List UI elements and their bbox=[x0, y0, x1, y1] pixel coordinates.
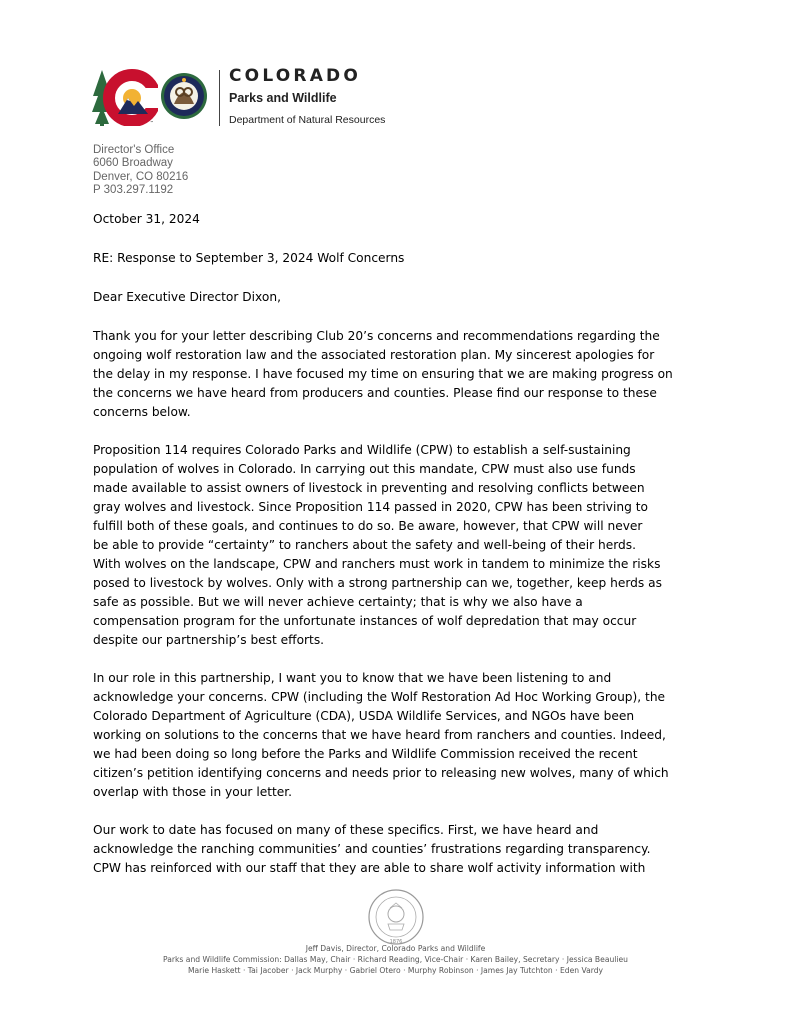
paragraph-line: ongoing wolf restoration law and the associated restoration plan. My sincerest apologies for bbox=[93, 348, 655, 362]
paragraph-line: safe as possible. But we will never achieve certainty; that is why we also have a bbox=[93, 595, 583, 609]
paragraph-line: the concerns we have heard from producers and counties. Please find our response to these bbox=[93, 386, 657, 400]
paragraph-line: Colorado Department of Agriculture (CDA), USDA Wildlife Services, and NGOs have been bbox=[93, 709, 635, 723]
paragraph-line: posed to livestock by wolves. Only with a strong partnership can we, together, keep herds as bbox=[93, 576, 662, 590]
state-seal-icon bbox=[364, 888, 428, 946]
paragraph-line: be able to provide “certainty” to ranchers about the safety and well-being of their herds. bbox=[93, 538, 637, 552]
paragraph-4 bbox=[93, 821, 713, 878]
paragraph-line: the delay in my response. I have focused my time on ensuring that we are making progress on bbox=[93, 367, 673, 381]
cpw-seal-logo bbox=[160, 70, 208, 122]
paragraph-line: gray wolves and livestock. Since Proposition 114 passed in 2020, CPW has been striving to bbox=[93, 500, 648, 514]
address-street: 6060 Broadway bbox=[93, 157, 173, 170]
org-subtitle: Parks and Wildlife bbox=[229, 91, 337, 105]
address-office: Director's Office bbox=[93, 144, 175, 156]
letterhead bbox=[92, 66, 412, 130]
paragraph-line: fulfill both of these goals, and continues to do so. Be aware, however, that CPW will never bbox=[93, 519, 643, 533]
paragraph-line: Thank you for your letter describing Club 20’s concerns and recommendations regarding the bbox=[93, 329, 660, 343]
paragraph-3 bbox=[93, 669, 713, 802]
address-city: Denver, CO 80216 bbox=[93, 170, 189, 183]
sender-address bbox=[93, 144, 188, 198]
paragraph-line: CPW has reinforced with our staff that they are able to share wolf activity information with bbox=[93, 861, 646, 875]
paragraph-line: compensation program for the unfortunate instances of wolf depredation that may occur bbox=[93, 614, 637, 628]
paragraph-line: despite our partnership’s best efforts. bbox=[93, 633, 325, 647]
paragraph-line: population of wolves in Colorado. In carrying out this mandate, CPW must also use funds bbox=[93, 462, 636, 476]
paragraph-2 bbox=[93, 441, 713, 650]
org-department: Department of Natural Resources bbox=[229, 114, 386, 126]
salutation: Dear Executive Director Dixon, bbox=[93, 290, 281, 304]
footer-director: Jeff Davis, Director, Colorado Parks and Wildlife bbox=[305, 944, 486, 953]
paragraph-line: we had been doing so long before the Parks and Wildlife Commission received the recent bbox=[93, 747, 638, 761]
paragraph-line: Proposition 114 requires Colorado Parks and Wildlife (CPW) to establish a self-sustaining bbox=[93, 443, 631, 457]
paragraph-line: made available to assist owners of livestock in preventing and resolving conflicts between bbox=[93, 481, 645, 495]
paragraph-line: acknowledge your concerns. CPW (including the Wolf Restoration Ad Hoc Working Group), the bbox=[93, 690, 666, 704]
colorado-c-logo bbox=[92, 68, 158, 126]
svg-text:1876: 1876 bbox=[389, 939, 403, 945]
letter-date: October 31, 2024 bbox=[93, 212, 200, 226]
svg-text:™: ™ bbox=[150, 120, 154, 125]
footer-commission-line-1: Parks and Wildlife Commission: Dallas May, Chair · Richard Reading, Vice-Chair · Karen Bailey, Secretary · Jessica Beaulieu bbox=[163, 955, 628, 964]
subject-line: RE: Response to September 3, 2024 Wolf Concerns bbox=[93, 251, 405, 265]
paragraph-line: With wolves on the landscape, CPW and ranchers must work in tandem to minimize the risks bbox=[93, 557, 661, 571]
address-phone: P 303.297.1192 bbox=[93, 184, 174, 197]
org-name: COLORADO bbox=[229, 66, 362, 86]
paragraph-1 bbox=[93, 327, 713, 422]
paragraph-line: In our role in this partnership, I want you to know that we have been listening to and bbox=[93, 671, 612, 685]
paragraph-line: overlap with those in your letter. bbox=[93, 785, 293, 799]
paragraph-line: working on solutions to the concerns that we have heard from ranchers and counties. Indeed, bbox=[93, 728, 666, 742]
letterhead-divider bbox=[219, 70, 220, 126]
footer-commission-line-2: Marie Haskett · Tai Jacober · Jack Murphy · Gabriel Otero · Murphy Robinson · James Jay Tutchton · Eden Vardy bbox=[187, 966, 604, 975]
paragraph-line: concerns below. bbox=[93, 405, 191, 419]
paragraph-line: Our work to date has focused on many of these specifics. First, we have heard and bbox=[93, 823, 599, 837]
paragraph-line: citizen’s petition identifying concerns and needs prior to releasing new wolves, many of which bbox=[93, 766, 669, 780]
paragraph-line: acknowledge the ranching communities’ and counties’ frustrations regarding transparency. bbox=[93, 842, 651, 856]
